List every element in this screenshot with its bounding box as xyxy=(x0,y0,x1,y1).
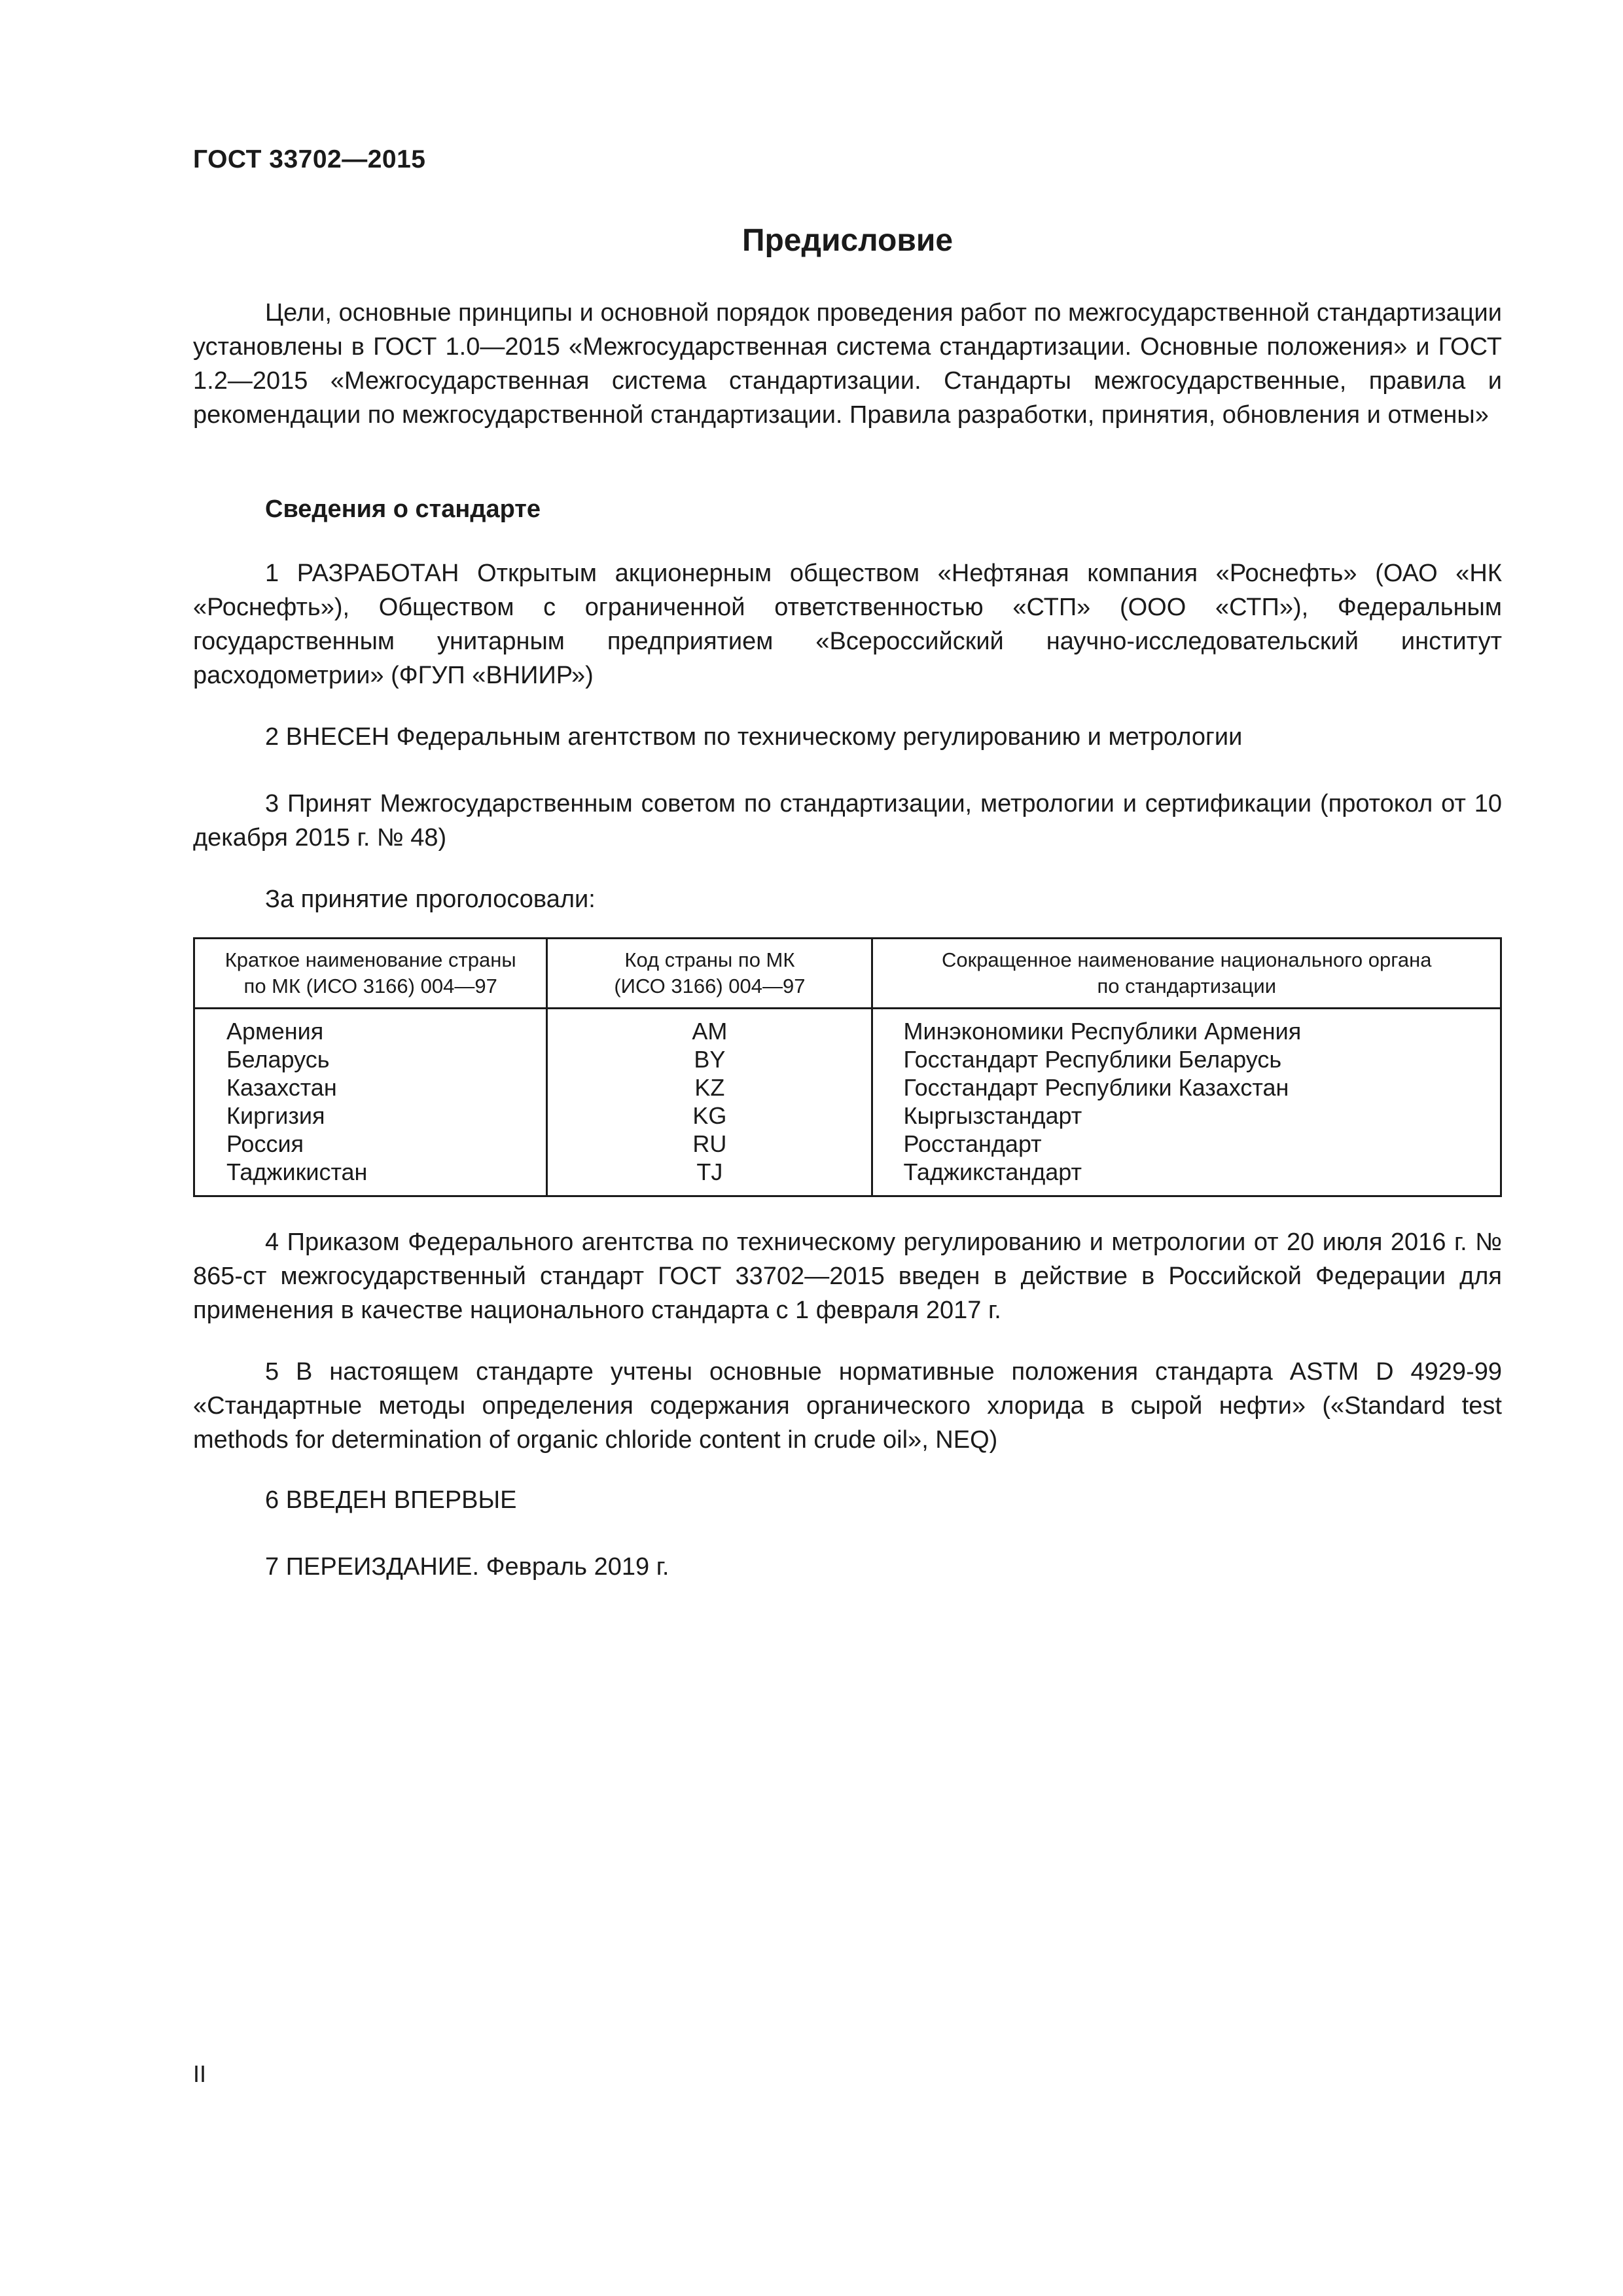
header-country: Краткое наименование страны по МК (ИСО 3166) 004—97 xyxy=(194,939,547,1009)
header-national-body: Сокращенное наименование национального органа по стандартизации xyxy=(872,939,1501,1009)
cell-code: KZ xyxy=(547,1073,872,1102)
standard-code-header: ГОСТ 33702—2015 xyxy=(193,145,426,173)
cell-code: AM xyxy=(547,1009,872,1046)
cell-country: Таджикистан xyxy=(194,1158,547,1196)
cell-country: Киргизия xyxy=(194,1102,547,1130)
cell-national-body: Кыргызстандарт xyxy=(872,1102,1501,1130)
header-code: Код страны по МК (ИСО 3166) 004—97 xyxy=(547,939,872,1009)
cell-national-body: Госстандарт Республики Казахстан xyxy=(872,1073,1501,1102)
document-page xyxy=(193,0,1502,2296)
item-4-order: 4 Приказом Федерального агентства по техническому регулированию и метрологии от 20 июля 2016 г. № 865-ст межгосударственный стандарт ГОСТ 33702—2015 введен в действие в Российской Федерации для применения в качестве национального стандарта с 1 февраля 2017 г. xyxy=(193,1229,1502,1324)
section-heading: Сведения о стандарте xyxy=(265,495,541,523)
cell-national-body: Таджикстандарт xyxy=(872,1158,1501,1196)
table-row xyxy=(194,1158,1501,1196)
table-header-row xyxy=(194,939,1501,1009)
item-5-astm: 5 В настоящем стандарте учтены основные нормативные положения стандарта ASTM D 4929-99 «Стандартные методы определения содержания органического хлорида в сырой нефти» («Standard test methods for determination of organic chloride content in crude oil», NEQ) xyxy=(193,1358,1502,1454)
cell-national-body: Росстандарт xyxy=(872,1130,1501,1158)
cell-country: Беларусь xyxy=(194,1045,547,1073)
cell-code: KG xyxy=(547,1102,872,1130)
voting-table xyxy=(193,937,1502,1197)
cell-code: BY xyxy=(547,1045,872,1073)
table-row xyxy=(194,1045,1501,1073)
vote-intro: За принятие проголосовали: xyxy=(265,886,596,913)
table-row xyxy=(194,1102,1501,1130)
table-row xyxy=(194,1009,1501,1046)
table-row xyxy=(194,1130,1501,1158)
item-1-developed: 1 РАЗРАБОТАН Открытым акционерным обществом «Нефтяная компания «Роснефть» (ОАО «НК «Роснефть»), Обществом с ограниченной ответственностью «СТП» (ООО «СТП»), Федеральным государственным унитарным предприятием «Всероссийский научно-исследовательский институт расходометрии» (ФГУП «ВНИИР») xyxy=(193,560,1502,689)
page-title: Предисловие xyxy=(741,223,954,258)
cell-country: Россия xyxy=(194,1130,547,1158)
table-row xyxy=(194,1073,1501,1102)
item-2-submitted: 2 ВНЕСЕН Федеральным агентством по техническому регулированию и метрологии xyxy=(265,723,1243,751)
item-7-reissue: 7 ПЕРЕИЗДАНИЕ. Февраль 2019 г. xyxy=(265,1553,669,1581)
cell-country: Казахстан xyxy=(194,1073,547,1102)
cell-code: RU xyxy=(547,1130,872,1158)
cell-national-body: Минэкономики Республики Армения xyxy=(872,1009,1501,1046)
cell-country: Армения xyxy=(194,1009,547,1046)
cell-national-body: Госстандарт Республики Беларусь xyxy=(872,1045,1501,1073)
cell-code: TJ xyxy=(547,1158,872,1196)
item-6-introduced: 6 ВВЕДЕН ВПЕРВЫЕ xyxy=(265,1486,517,1514)
page-number: II xyxy=(193,2060,207,2087)
intro-paragraph: Цели, основные принципы и основной порядок проведения работ по межгосударственной стандартизации установлены в ГОСТ 1.0—2015 «Межгосударственная система стандартизации. Основные положения» и ГОСТ 1.2—2015 «Межгосударственная система стандартизации. Стандарты межгосударственные, правила и рекомендации по межгосударственной стандартизации. Правила разработки, принятия, обновления и отмены» xyxy=(193,299,1502,429)
item-3-adopted: 3 Принят Межгосударственным советом по стандартизации, метрологии и сертификации (протокол от 10 декабря 2015 г. № 48) xyxy=(193,790,1502,852)
